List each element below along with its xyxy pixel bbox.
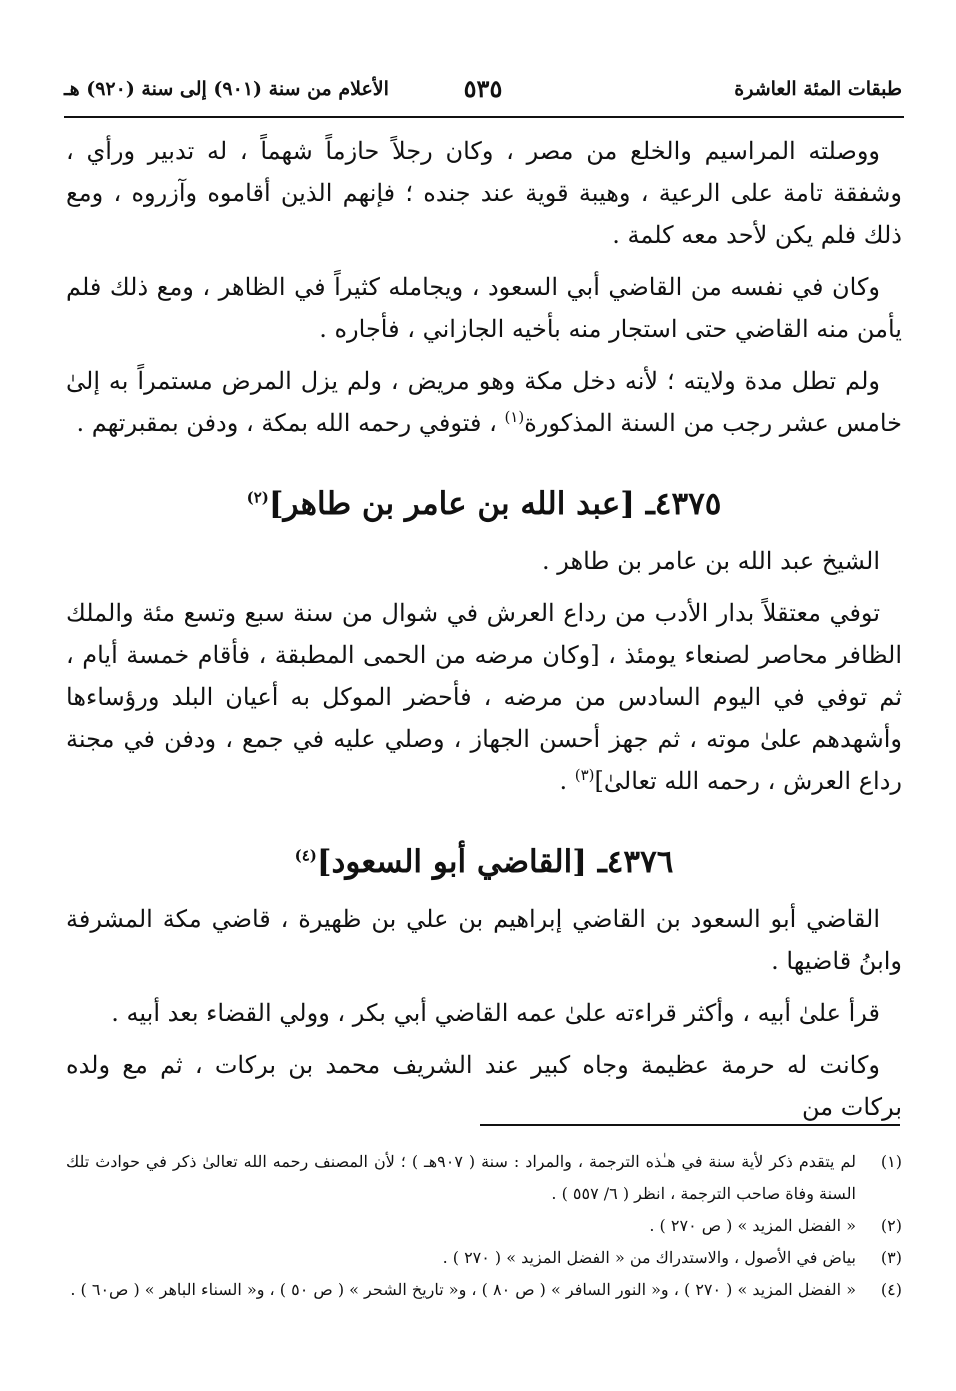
header-divider — [64, 116, 904, 118]
entry-heading-text: ٤٣٧٥ـ [عبد الله بن عامر بن طاهر] — [268, 486, 722, 522]
footnote-ref: (٣) — [574, 766, 595, 784]
paragraph — [66, 592, 902, 802]
paragraph: ووصلته المراسيم والخلع من مصر ، وكان رجلاً حازماً شهماً ، له تدبير ورأي ، وشفقة تامة على الرعية ، وهيبة قوية عند جنده ؛ فإنهم الذين أقاموه وآزروه ، ومع ذلك فلم يكن لأحد معه كلمة . — [66, 137, 902, 249]
footnote-ref: (٢) — [246, 488, 269, 507]
paragraph-text: ولم تطل مدة ولايته ؛ لأنه دخل مكة وهو مريض ، ولم يزل المرض مستمراً به إلىٰ خامس عشر رجب من السنة المذكورة — [66, 367, 902, 437]
paragraph-text: ، فتوفي رحمه الله بمكة ، ودفن بمقبرتهم . — [76, 409, 505, 437]
footnote-text: بياض في الأصول ، والاستدراك من « الفضل المزيد » ( ٢٧٠ ) . — [442, 1248, 856, 1267]
footnote-number: (١) — [880, 1152, 902, 1171]
footnote — [66, 1146, 902, 1210]
header-book-section: طبقات المئة العاشرة — [734, 78, 902, 100]
page-header — [64, 72, 902, 112]
paragraph — [66, 360, 902, 444]
entry-heading — [66, 480, 902, 528]
footnote-divider — [480, 1124, 900, 1126]
footnote-number: (٣) — [880, 1248, 902, 1267]
entry-heading-text: ٤٣٧٦ـ [القاضي أبو السعود] — [316, 844, 674, 880]
footnotes — [66, 1146, 902, 1306]
footnote-number: (٢) — [880, 1216, 902, 1235]
paragraph: القاضي أبو السعود بن القاضي إبراهيم بن علي بن ظهيرة ، قاضي مكة المشرفة وابنُ قاضيها . — [66, 905, 902, 975]
footnote-text: « الفضل المزيد » ( ص ٢٧٠ ) . — [649, 1216, 856, 1235]
footnote — [66, 1274, 902, 1306]
footnote-text: لم يتقدم ذكر لأية سنة في هـٰذه الترجمة ، والمراد : سنة ( ٩٠٧هـ ) ؛ لأن المصنف رحمه الله تعالىٰ ذكر في حوادث تلك السنة وفاة صاحب الترجمة ، انظر ( ٦/ ٥٥٧ ) . — [66, 1152, 856, 1203]
paragraph: الشيخ عبد الله بن عامر بن طاهر . — [541, 547, 880, 575]
footnote — [66, 1210, 902, 1242]
footnote — [66, 1242, 902, 1274]
paragraph: وكان في نفسه من القاضي أبي السعود ، ويجامله كثيراً في الظاهر ، ومع ذلك فلم يأمن منه القاضي حتى استجار منه بأخيه الجازاني ، فأجاره . — [66, 273, 902, 343]
paragraph: وكانت له حرمة عظيمة وجاه كبير عند الشريف محمد بن بركات ، ثم مع ولده بركات من — [66, 1051, 902, 1121]
paragraph-text: توفي معتقلاً بدار الأدب من رداع العرش في شوال من سنة سبع وتسع مئة والملك الظافر محاصر لصنعاء يومئذ ، [وكان مرضه من الحمى المطبقة ، فأقام خمسة أيام ، ثم توفي في اليوم السادس من مرضه ، فأحضر الموكل به أعيان البلد ورؤساءها وأشهدهم علىٰ موته ، ثم جهز أحسن الجهاز ، وصلي عليه في جمع ، ودفن في مجنة رداع العرش ، رحمه الله تعالىٰ] — [66, 599, 903, 795]
footnote-ref: (٤) — [294, 846, 317, 865]
page-number: ٥٣٥ — [463, 74, 503, 103]
main-text — [66, 130, 902, 1138]
footnote-text: « الفضل المزيد » ( ٢٧٠ ) ، و« النور السافر » ( ص ٨٠ ) ، و« تاريخ الشحر » ( ص ٥٠ ) ، و« السناء الباهر » ( ص٦٠ ) . — [70, 1280, 856, 1299]
footnote-ref: (١) — [504, 408, 525, 426]
footnote-number: (٤) — [880, 1280, 902, 1299]
paragraph: قرأ علىٰ أبيه ، وأكثر قراءته علىٰ عمه القاضي أبي بكر ، وولي القضاء بعد أبيه . — [111, 999, 880, 1027]
entry-heading — [66, 838, 902, 886]
header-chapter-range: الأعلام من سنة (٩٠١) إلى سنة (٩٢٠) هـ — [64, 78, 389, 100]
paragraph-text: . — [559, 767, 575, 795]
